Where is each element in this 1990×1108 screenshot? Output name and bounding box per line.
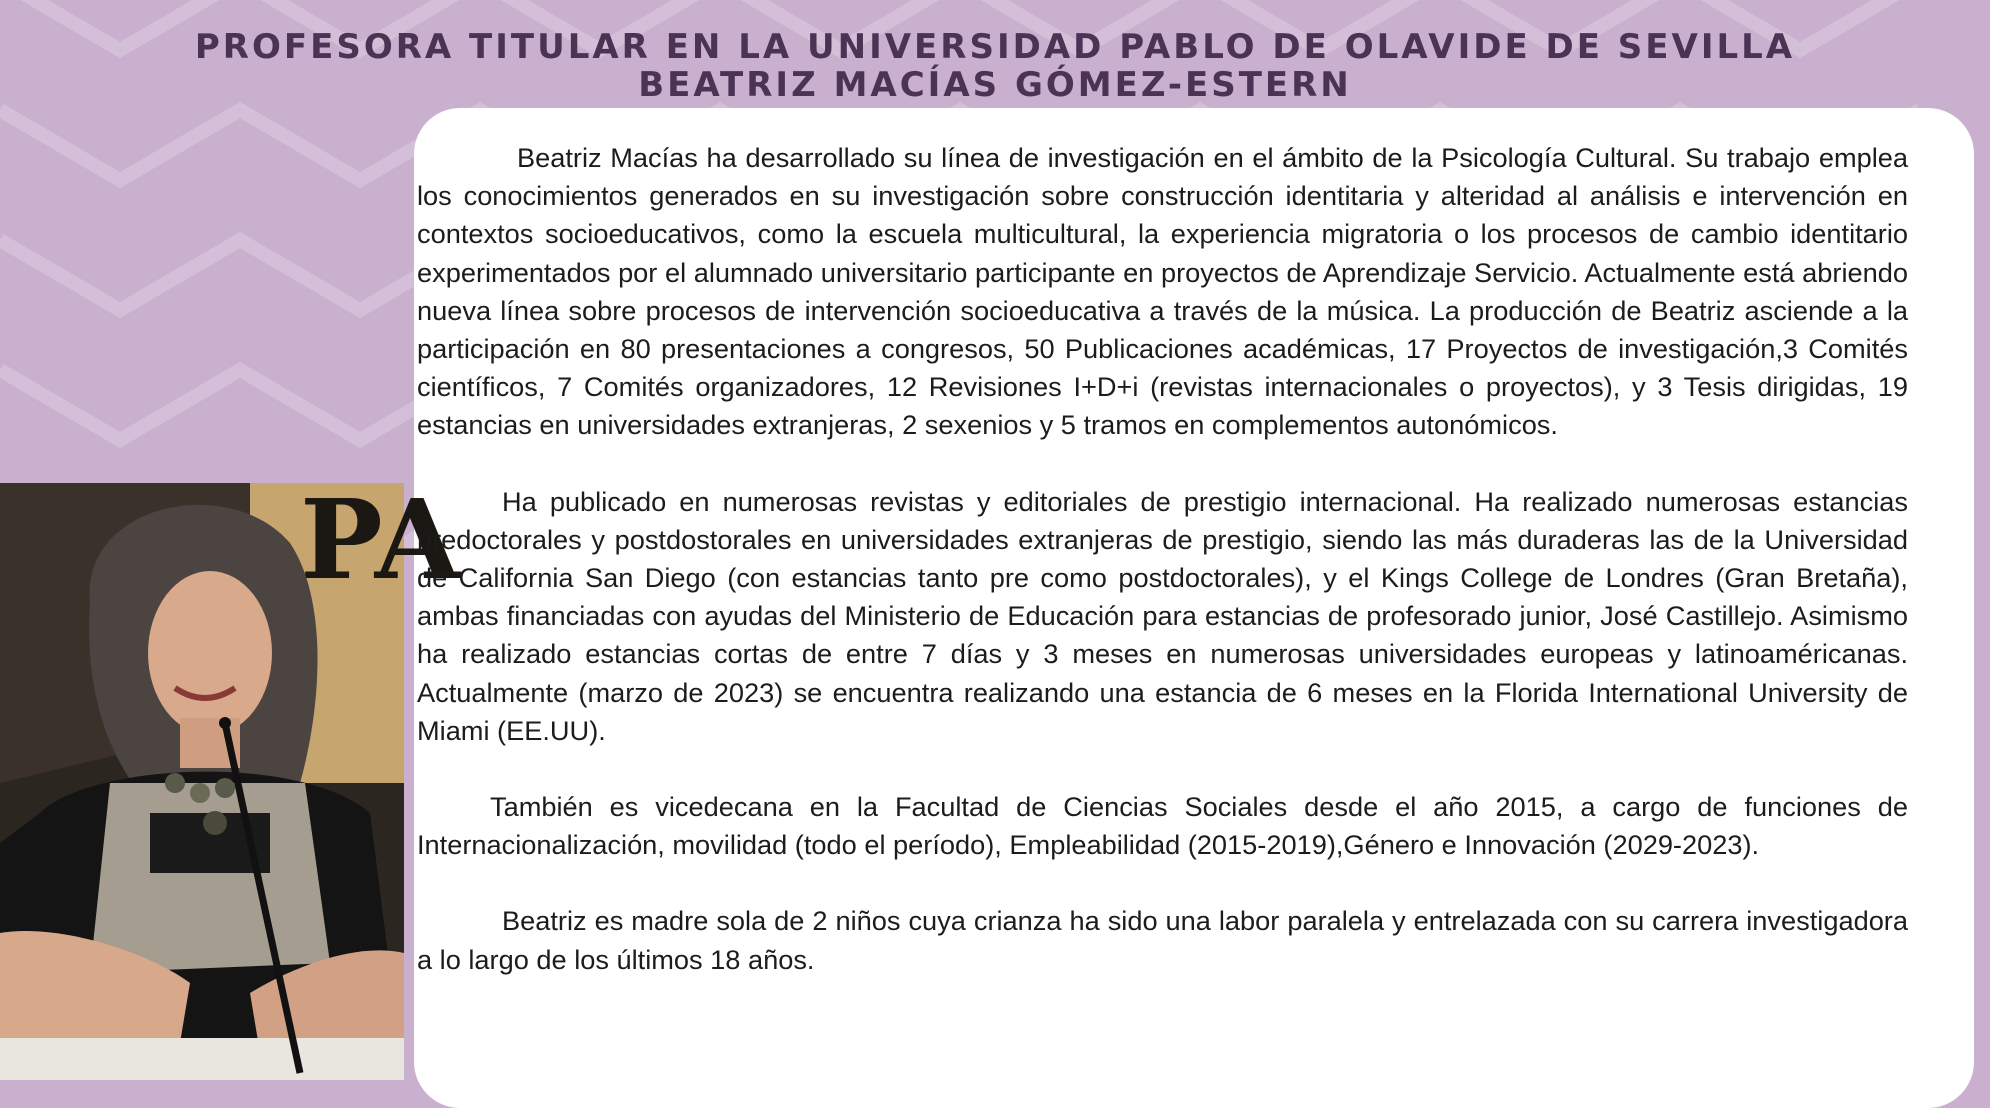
page-header — [0, 28, 1990, 104]
header-title-position: PROFESORA TITULAR EN LA UNIVERSIDAD PABLO DE OLAVIDE DE SEVILLA — [194, 27, 1796, 67]
biography-paragraph: También es vicedecana en la Facultad de Ciencias Sociales desde el año 2015, a cargo de funciones de Internacionalización, movilidad (todo el período), Empleabilidad (2015-2019),Género e Innovación (2029-2023). — [417, 791, 1908, 861]
biography-paragraph: Ha publicado en numerosas revistas y editoriales de prestigio internacional. Ha realizado numerosas estancias predoctorales y postdostorales en universidades extranjeras de prestigio, siendo las más duraderas las de la Universidad de California San Diego (con estancias tanto pre como postdoctorales), y el Kings College de Londres (Gran Bretaña), ambas financiadas con ayudas del Ministerio de Educación para estancias de profesorado junior, José Castillejo. Asimismo ha realizado estancias cortas de entre 7 días y 3 meses en numerosas universidades europeas y latinoaméricanas. Actualmente (marzo de 2023) se encuentra realizando una estancia de 6 meses en la Florida International University de Miami (EE.UU). — [417, 485, 1908, 746]
portrait-photo — [0, 475, 461, 1080]
biography-text — [417, 139, 1908, 1017]
biography-paragraph: Beatriz es madre sola de 2 niños cuya crianza ha sido una labor paralela y entrelazada con su carrera investigadora a lo largo de los últimos 18 años. — [417, 905, 1908, 975]
biography-paragraph: Beatriz Macías ha desarrollado su línea de investigación en el ámbito de la Psicología Cultural. Su trabajo emplea los conocimientos generados en su investigación sobre construcción identitaria y alteridad al análisis e intervención en contextos socioeducativos, como la escuela multicultural, la experiencia migratoria o los procesos de cambio identitario experimentados por el alumnado universitario participante en proyectos de Aprendizaje Servicio. Actualmente está abriendo nueva línea sobre procesos de intervención socioeducativa a través de la música. La producción de Beatriz asciende a la participación en 80 presentaciones a congresos, 50 Publicaciones académicas, 17 Proyectos de investigación,3 Comités científicos, 7 Comités organizadores, 12 Revisiones I+D+i (revistas internacionales o proyectos), y 3 Tesis dirigidas, 19 estancias en universidades extranjeras, 2 sexenios y 5 tramos en complementos autonómicos. — [417, 142, 1908, 441]
header-title-name: BEATRIZ MACÍAS GÓMEZ-ESTERN — [638, 65, 1352, 105]
photo-background-letters: PA — [300, 475, 461, 604]
